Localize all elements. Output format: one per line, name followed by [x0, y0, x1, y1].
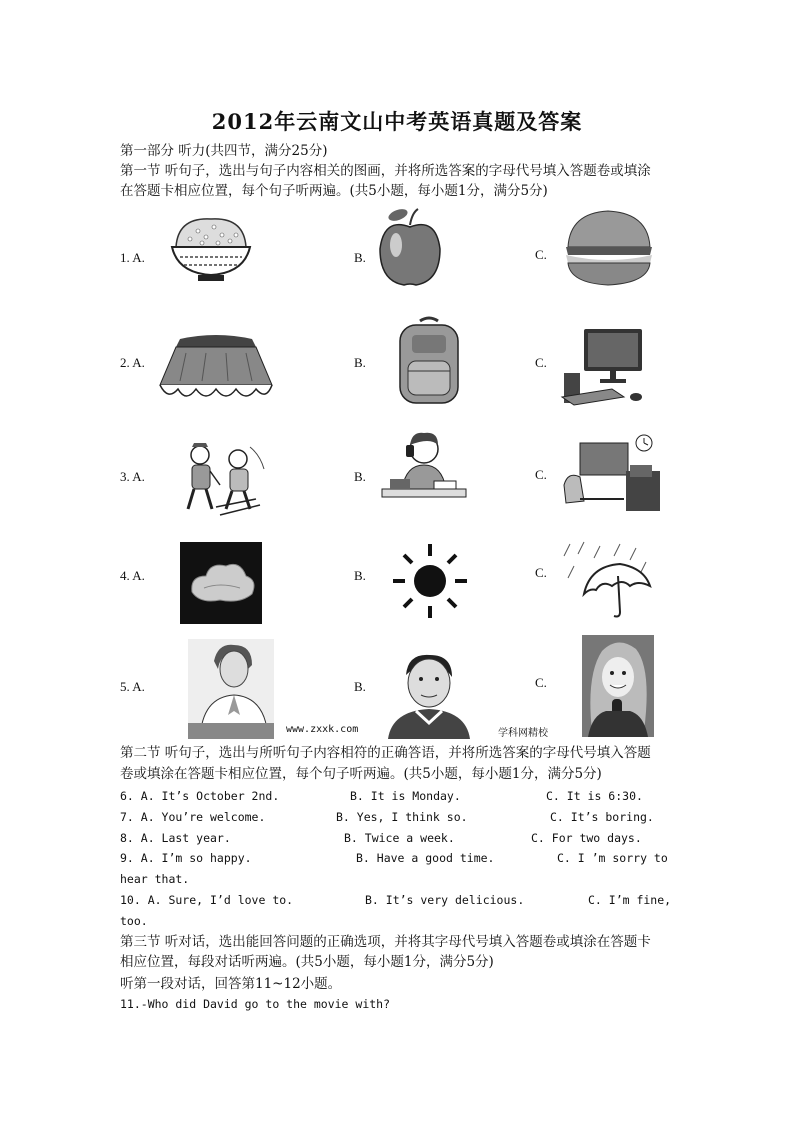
option-c-label: C.: [535, 355, 547, 370]
question-11: 11.-Who did David go to the movie with?: [120, 997, 391, 1011]
hamburger-icon: [562, 207, 654, 287]
question-9-option-c: C. I ’m sorry to: [557, 851, 668, 865]
rice-bowl-icon: [170, 213, 252, 285]
question-label: 4. A.: [120, 568, 145, 583]
picture-questions: [120, 205, 680, 740]
picture-row-3: [120, 427, 680, 537]
part1-heading: 第一部分 听力(共四节，满分25分): [120, 143, 328, 159]
question-6-option-b: B. It is Monday.: [350, 789, 461, 803]
question-8-option-b: B. Twice a week.: [344, 831, 455, 845]
option-b-label: B.: [354, 568, 366, 583]
option-c-label: C.: [535, 675, 547, 690]
section1-instruction-line1: 第一节 听句子，选出与句子内容相关的图画，并将所选答案的字母代号填入答题卷或填涂: [120, 163, 651, 179]
option-b-label: B.: [354, 679, 366, 694]
picture-row-5: [120, 635, 680, 741]
section1-instruction-line2: 在答题卡相应位置，每个句子听两遍。(共5小题，每小题1分，满分5分): [120, 183, 548, 199]
question-label: 1. A.: [120, 250, 145, 265]
watermark-url: www.zxxk.com: [286, 724, 359, 735]
umbrella-rain-icon: [560, 540, 654, 624]
question-10-option-c-continued: too.: [120, 914, 148, 928]
option-b-label: B.: [354, 250, 366, 265]
boy-on-phone-icon: [376, 427, 470, 515]
question-label: 2. A.: [120, 355, 145, 370]
watermark-label: 学科网精校: [498, 728, 548, 739]
question-6-option-c: C. It is 6:30.: [546, 789, 643, 803]
question-10-option-c: C. I’m fine,: [588, 893, 672, 907]
section3-instruction-line2: 相应位置，每段对话听两遍。(共5小题，每小题1分，满分5分): [120, 954, 494, 970]
option-c-label: C.: [535, 565, 547, 580]
question-10-option-a: 10. A. Sure, I’d love to.: [120, 893, 294, 907]
dialog-1-instruction: 听第一段对话，回答第11~12小题。: [120, 976, 342, 992]
picture-row-2: [120, 315, 680, 425]
question-label: 5. A.: [120, 679, 145, 694]
question-10-option-b: B. It’s very delicious.: [365, 893, 525, 907]
skirt-icon: [156, 323, 276, 407]
section2-instruction-line1: 第二节 听句子，选出与所听句子内容相符的正确答语，并将所选答案的字母代号填入答题: [120, 745, 651, 761]
question-9-option-a: 9. A. I’m so happy.: [120, 851, 252, 865]
boy-photo-icon: [384, 649, 474, 739]
option-c-label: C.: [535, 467, 547, 482]
option-b-label: B.: [354, 355, 366, 370]
section3-instruction-line1: 第三节 听对话，选出能回答问题的正确选项，并将其字母代号填入答题卷或填涂在答题卡: [120, 934, 651, 950]
backpack-icon: [392, 315, 466, 407]
cloud-icon: [180, 542, 262, 624]
option-b-label: B.: [354, 469, 366, 484]
hiking-kids-icon: [180, 437, 268, 521]
question-7-option-c: C. It’s boring.: [550, 810, 654, 824]
apple-icon: [374, 205, 446, 289]
girl-microphone-photo-icon: [582, 635, 654, 737]
sun-icon: [390, 540, 470, 622]
woman-photo-icon: [188, 639, 274, 739]
computer-icon: [560, 327, 650, 407]
picture-row-4: [120, 540, 680, 650]
question-9-option-b: B. Have a good time.: [356, 851, 495, 865]
question-6-option-a: 6. A. It’s October 2nd.: [120, 789, 280, 803]
question-8-option-a: 8. A. Last year.: [120, 831, 231, 845]
question-9-option-c-continued: hear that.: [120, 872, 190, 886]
question-8-option-c: C. For two days.: [531, 831, 642, 845]
picture-row-1: [120, 205, 680, 315]
option-c-label: C.: [535, 247, 547, 262]
question-label: 3. A.: [120, 469, 145, 484]
question-7-option-a: 7. A. You’re welcome.: [120, 810, 266, 824]
section2-instruction-line2: 卷或填涂在答题卡相应位置，每个句子听两遍。(共5小题，每小题1分，满分5分): [120, 766, 602, 782]
office-scene-icon: [560, 431, 666, 517]
question-7-option-b: B. Yes, I think so.: [336, 810, 468, 824]
page-title: 2012年云南文山中考英语真题及答案: [211, 109, 583, 134]
